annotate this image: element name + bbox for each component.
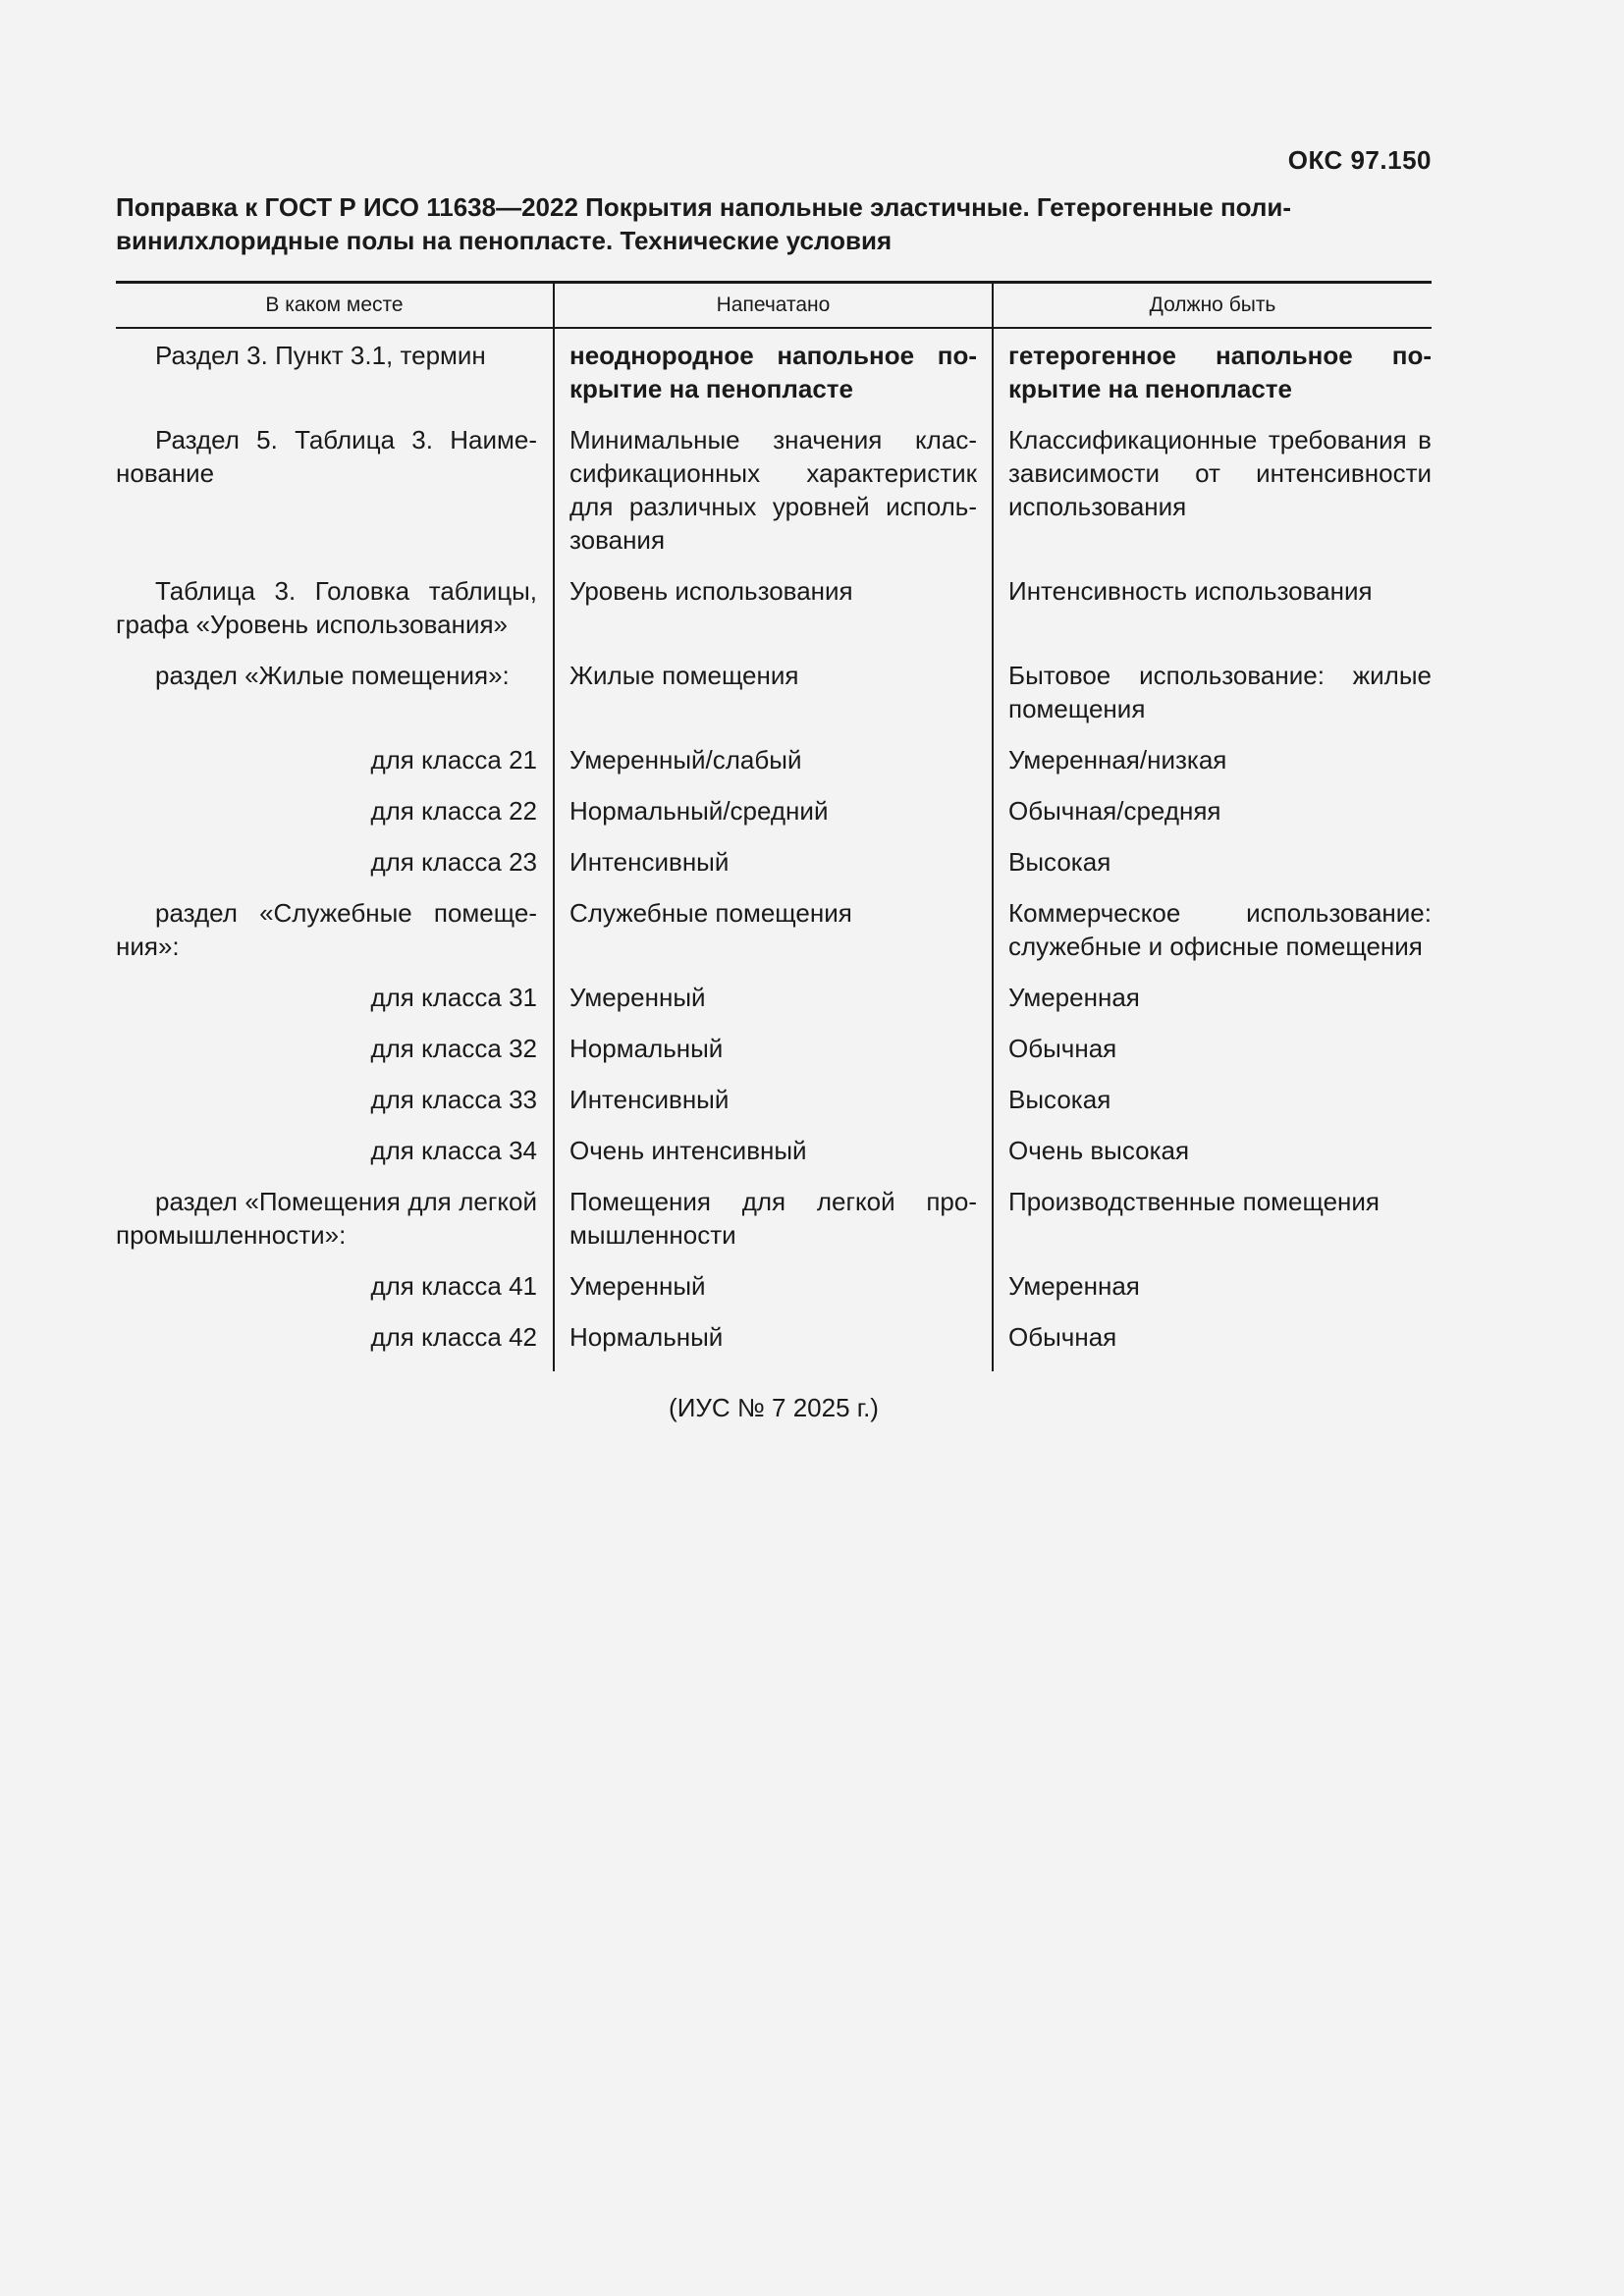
cell-should-be: гетерогенное напольное покрытие на пенопласте [1008, 341, 1432, 403]
cell-should-be: Обычная [1008, 1034, 1117, 1063]
cell-should-be: Очень высокая [1008, 1136, 1190, 1165]
cell-where: Раздел 5. Таблица 3. Наименование [116, 425, 537, 488]
cell-where: для класса 34 [370, 1136, 537, 1165]
table-row [116, 1032, 1432, 1083]
table-row [116, 1134, 1432, 1185]
cell-where: для класса 23 [370, 847, 537, 877]
column-header-printed: Напечатано [554, 284, 993, 328]
document-page [116, 145, 1432, 1423]
cell-printed: Нормальный/средний [569, 796, 829, 826]
cell-where: Таблица 3. Головка таблицы, графа «Уровень использования» [116, 576, 537, 639]
cell-printed: Очень интенсивный [569, 1136, 807, 1165]
document-title-line-2: винилхлоридные полы на пенопласте. Технические условия [116, 226, 893, 255]
cell-should-be: Коммерческое использование: служебные и офисные помещения [1008, 898, 1432, 961]
cell-printed: Умеренный [569, 1271, 706, 1301]
cell-printed: Умеренный [569, 983, 706, 1012]
cell-should-be: Обычная/средняя [1008, 796, 1221, 826]
cell-printed: Интенсивный [569, 847, 730, 877]
cell-should-be: Умеренная [1008, 983, 1140, 1012]
amendment-table [116, 284, 1432, 1371]
table-row [116, 794, 1432, 845]
cell-printed: Интенсивный [569, 1085, 730, 1114]
cell-should-be: Бытовое использование: жилые помещения [1008, 661, 1432, 723]
table-row [116, 328, 1432, 423]
cell-where: раздел «Служебные помещения»: [116, 898, 537, 961]
classification-code: ОКС 97.150 [1287, 145, 1432, 175]
table-row [116, 743, 1432, 794]
table-row [116, 423, 1432, 574]
cell-should-be: Умеренная/низкая [1008, 745, 1227, 774]
cell-printed: Уровень использования [569, 576, 853, 606]
table-row [116, 659, 1432, 743]
cell-where: для класса 32 [370, 1034, 537, 1063]
table-row [116, 845, 1432, 896]
cell-should-be: Обычная [1008, 1322, 1117, 1352]
cell-should-be: Умеренная [1008, 1271, 1140, 1301]
cell-where: для класса 33 [370, 1085, 537, 1114]
table-row [116, 1083, 1432, 1134]
cell-should-be: Высокая [1008, 847, 1111, 877]
cell-printed: Нормальный [569, 1034, 724, 1063]
cell-printed: Помещения для легкой промышленности [569, 1187, 977, 1250]
cell-where: для класса 41 [370, 1271, 537, 1301]
cell-should-be: Высокая [1008, 1085, 1111, 1114]
cell-where: для класса 42 [370, 1322, 537, 1352]
table-header-row [116, 284, 1432, 328]
cell-printed: Умеренный/слабый [569, 745, 802, 774]
cell-printed: Служебные помещения [569, 898, 852, 928]
document-title-line-1: Поправка к ГОСТ Р ИСО 11638—2022 Покрытия напольные эластичные. Гетерогенные поли- [116, 192, 1292, 222]
cell-should-be: Интенсивность использования [1008, 576, 1373, 606]
cell-where: для класса 22 [370, 796, 537, 826]
column-header-where: В каком месте [116, 284, 554, 328]
cell-where: раздел «Жилые помещения»: [155, 661, 510, 690]
cell-printed: Минимальные значения классификационных характеристик для различных уровней использования [569, 425, 977, 555]
cell-printed: Нормальный [569, 1322, 724, 1352]
cell-printed: неоднородное напольное покрытие на пенопласте [569, 341, 977, 403]
table-row [116, 896, 1432, 981]
cell-where: для класса 31 [370, 983, 537, 1012]
cell-should-be: Классификационные требования в зависимости от интенсивности использования [1008, 425, 1432, 521]
table-row [116, 981, 1432, 1032]
cell-where: для класса 21 [370, 745, 537, 774]
table-row [116, 1269, 1432, 1320]
cell-where: Раздел 3. Пункт 3.1, термин [155, 341, 486, 370]
ius-reference: (ИУС № 7 2025 г.) [669, 1393, 879, 1422]
table-row [116, 1320, 1432, 1371]
column-header-should-be: Должно быть [993, 284, 1432, 328]
cell-where: раздел «Помещения для легкой промышленности»: [116, 1187, 537, 1250]
table-row [116, 574, 1432, 659]
table-row [116, 1185, 1432, 1269]
document-title [116, 190, 1432, 257]
cell-should-be: Производственные помещения [1008, 1187, 1380, 1216]
cell-printed: Жилые помещения [569, 661, 799, 690]
